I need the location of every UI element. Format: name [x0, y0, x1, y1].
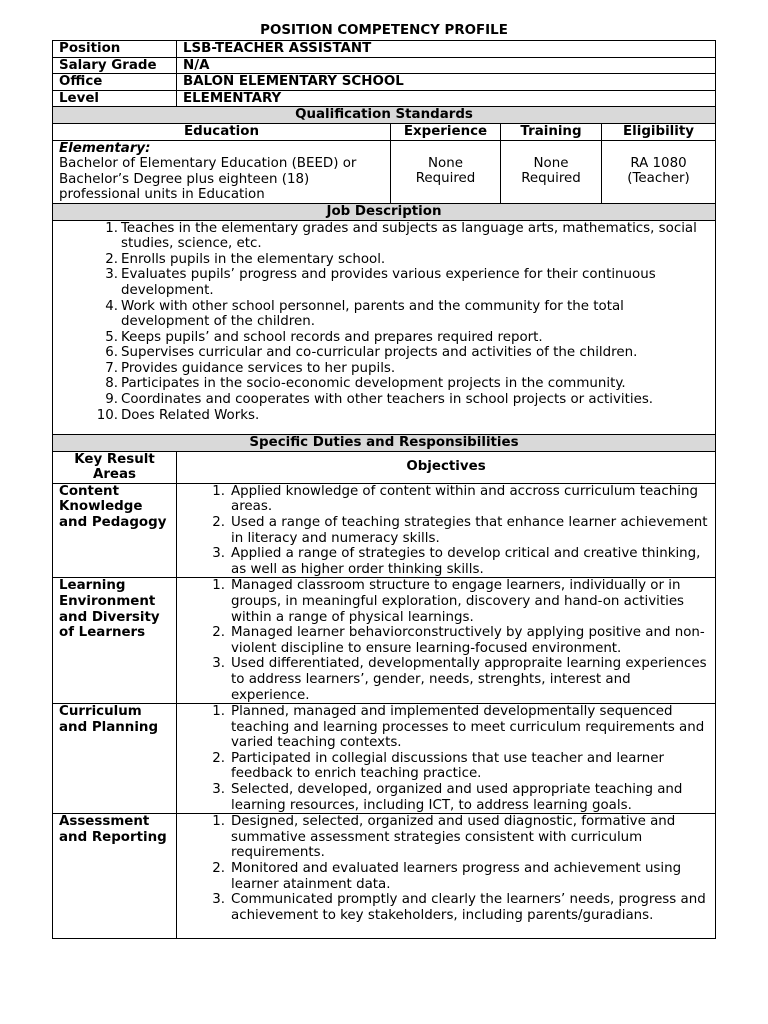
objectives-header: Objectives [177, 451, 716, 483]
objectives-cell [177, 578, 716, 704]
education-text: Bachelor of Elementary Education (BEED) or Bachelor’s Degree plus eighteen (18) professional units in Education [59, 156, 357, 203]
salary-grade-value: N/A [177, 57, 716, 74]
eligibility-cell [602, 140, 716, 203]
list-item: 2. Enrolls pupils in the elementary school. [105, 251, 386, 267]
job-description-list [96, 220, 709, 424]
position-label: Position [53, 41, 177, 58]
job-description-row [53, 220, 716, 438]
eligibility-column-header: Eligibility [602, 123, 716, 140]
office-label: Office [53, 74, 177, 91]
objectives-cell [177, 704, 716, 814]
objectives-cell [177, 814, 716, 939]
list-item: 10. Does Related Works. [96, 407, 260, 423]
list-item: 2. Used a range of teaching strategies that enhance learner achievement in literacy and numeracy skills. [212, 514, 708, 546]
job-description-heading: Job Description [53, 203, 716, 220]
experience-line-2: Required [415, 171, 476, 187]
training-cell [501, 140, 602, 203]
office-row [53, 74, 716, 91]
level-value: ELEMENTARY [177, 90, 716, 107]
duties-header-row [53, 451, 716, 483]
list-item: 3. Used differentiated, developmentally appropraite learning experiences to address learners’, gender, needs, strenghts, interest and experience. [212, 656, 707, 703]
list-item: 1. Managed classroom structure to engage learners, individually or in groups, in meaningful exploration, discovery and hand-on activities within a range of physical learnings. [212, 578, 685, 625]
list-item: 5. Keeps pupils’ and school records and prepares required report. [105, 329, 543, 345]
eligibility-line-1: RA 1080 [630, 155, 687, 171]
position-value: LSB-TEACHER ASSISTANT [177, 41, 716, 58]
office-value: BALON ELEMENTARY SCHOOL [177, 74, 716, 91]
key-result-area: Content Knowledge and Pedagogy [53, 483, 177, 578]
experience-line-1: None [428, 155, 463, 171]
training-line-1: None [533, 155, 569, 171]
list-item: 3. Selected, developed, organized and used appropriate teaching and learning resources, including ICT, to address learning goals. [212, 782, 683, 813]
list-item: 8. Participates in the socio-economic development projects in the community. [105, 376, 626, 392]
list-item: 3. Communicated promptly and clearly the learners’ needs, progress and achievement to key stakeholders, including parents/guradians. [212, 892, 706, 923]
list-item: 3. Applied a range of strategies to develop critical and creative thinking, as well as higher order thinking skills. [212, 546, 701, 577]
table-row [53, 704, 716, 814]
education-cell [53, 140, 391, 203]
list-item: 1. Planned, managed and implemented developmentally sequenced teaching and learning processes to meet curriculum requirements and varied teaching contexts. [212, 704, 705, 751]
qualification-header-row [53, 123, 716, 140]
qualification-standards-heading: Qualification Standards [53, 107, 716, 124]
job-description-cell [53, 220, 716, 438]
list-item: 2. Participated in collegial discussions that use teacher and learner feedback to enrich teaching practice. [212, 750, 664, 782]
training-column-header: Training [501, 123, 602, 140]
profile-table [52, 40, 716, 439]
education-heading: Elementary: [59, 140, 151, 156]
objectives-cell [177, 483, 716, 578]
list-item: 1. Designed, selected, organized and used diagnostic, formative and summative assessment strategies consistent with curriculum requirements. [212, 814, 676, 861]
experience-column-header: Experience [391, 123, 501, 140]
table-row [53, 814, 716, 939]
table-row [53, 483, 716, 578]
qualification-row [53, 140, 716, 203]
level-label: Level [53, 90, 177, 107]
list-item: 9. Coordinates and cooperates with other teachers in school projects or activities. [105, 392, 654, 408]
duties-table [52, 434, 716, 939]
list-item: 1. Applied knowledge of content within and accross curriculum teaching areas. [212, 483, 698, 515]
eligibility-line-2: (Teacher) [627, 171, 690, 187]
position-row [53, 41, 716, 58]
specific-duties-heading: Specific Duties and Responsibilities [53, 435, 716, 452]
salary-grade-row [53, 57, 716, 74]
salary-grade-label: Salary Grade [53, 57, 177, 74]
education-column-header: Education [53, 123, 391, 140]
list-item: 1. Teaches in the elementary grades and subjects as language arts, mathematics, social studies, science, etc. [105, 220, 697, 252]
list-item: 4. Work with other school personnel, parents and the community for the total development of the children. [105, 298, 624, 330]
key-result-areas-header: Key Result Areas [53, 451, 177, 483]
key-result-area: Learning Environment and Diversity of Learners [53, 578, 177, 704]
list-item: 7. Provides guidance services to her pupils. [105, 360, 396, 376]
list-item: 2. Monitored and evaluated learners progress and achievement using learner atainment data. [212, 861, 682, 892]
training-line-2: Required [521, 171, 581, 187]
list-item: 2. Managed learner behaviorconstructively by applying positive and non-violent discipline to ensure learning-focused environment. [212, 625, 705, 656]
experience-cell [391, 140, 501, 203]
list-item: 6. Supervises curricular and co-curricular projects and activities of the children. [105, 345, 638, 361]
table-row [53, 578, 716, 704]
key-result-area: Assessment and Reporting [53, 814, 177, 939]
level-row [53, 90, 716, 107]
list-item: 3. Evaluates pupils’ progress and provides various experience for their continuous development. [105, 267, 656, 298]
key-result-area: Curriculum and Planning [53, 704, 177, 814]
document-title: POSITION COMPETENCY PROFILE [260, 23, 508, 38]
